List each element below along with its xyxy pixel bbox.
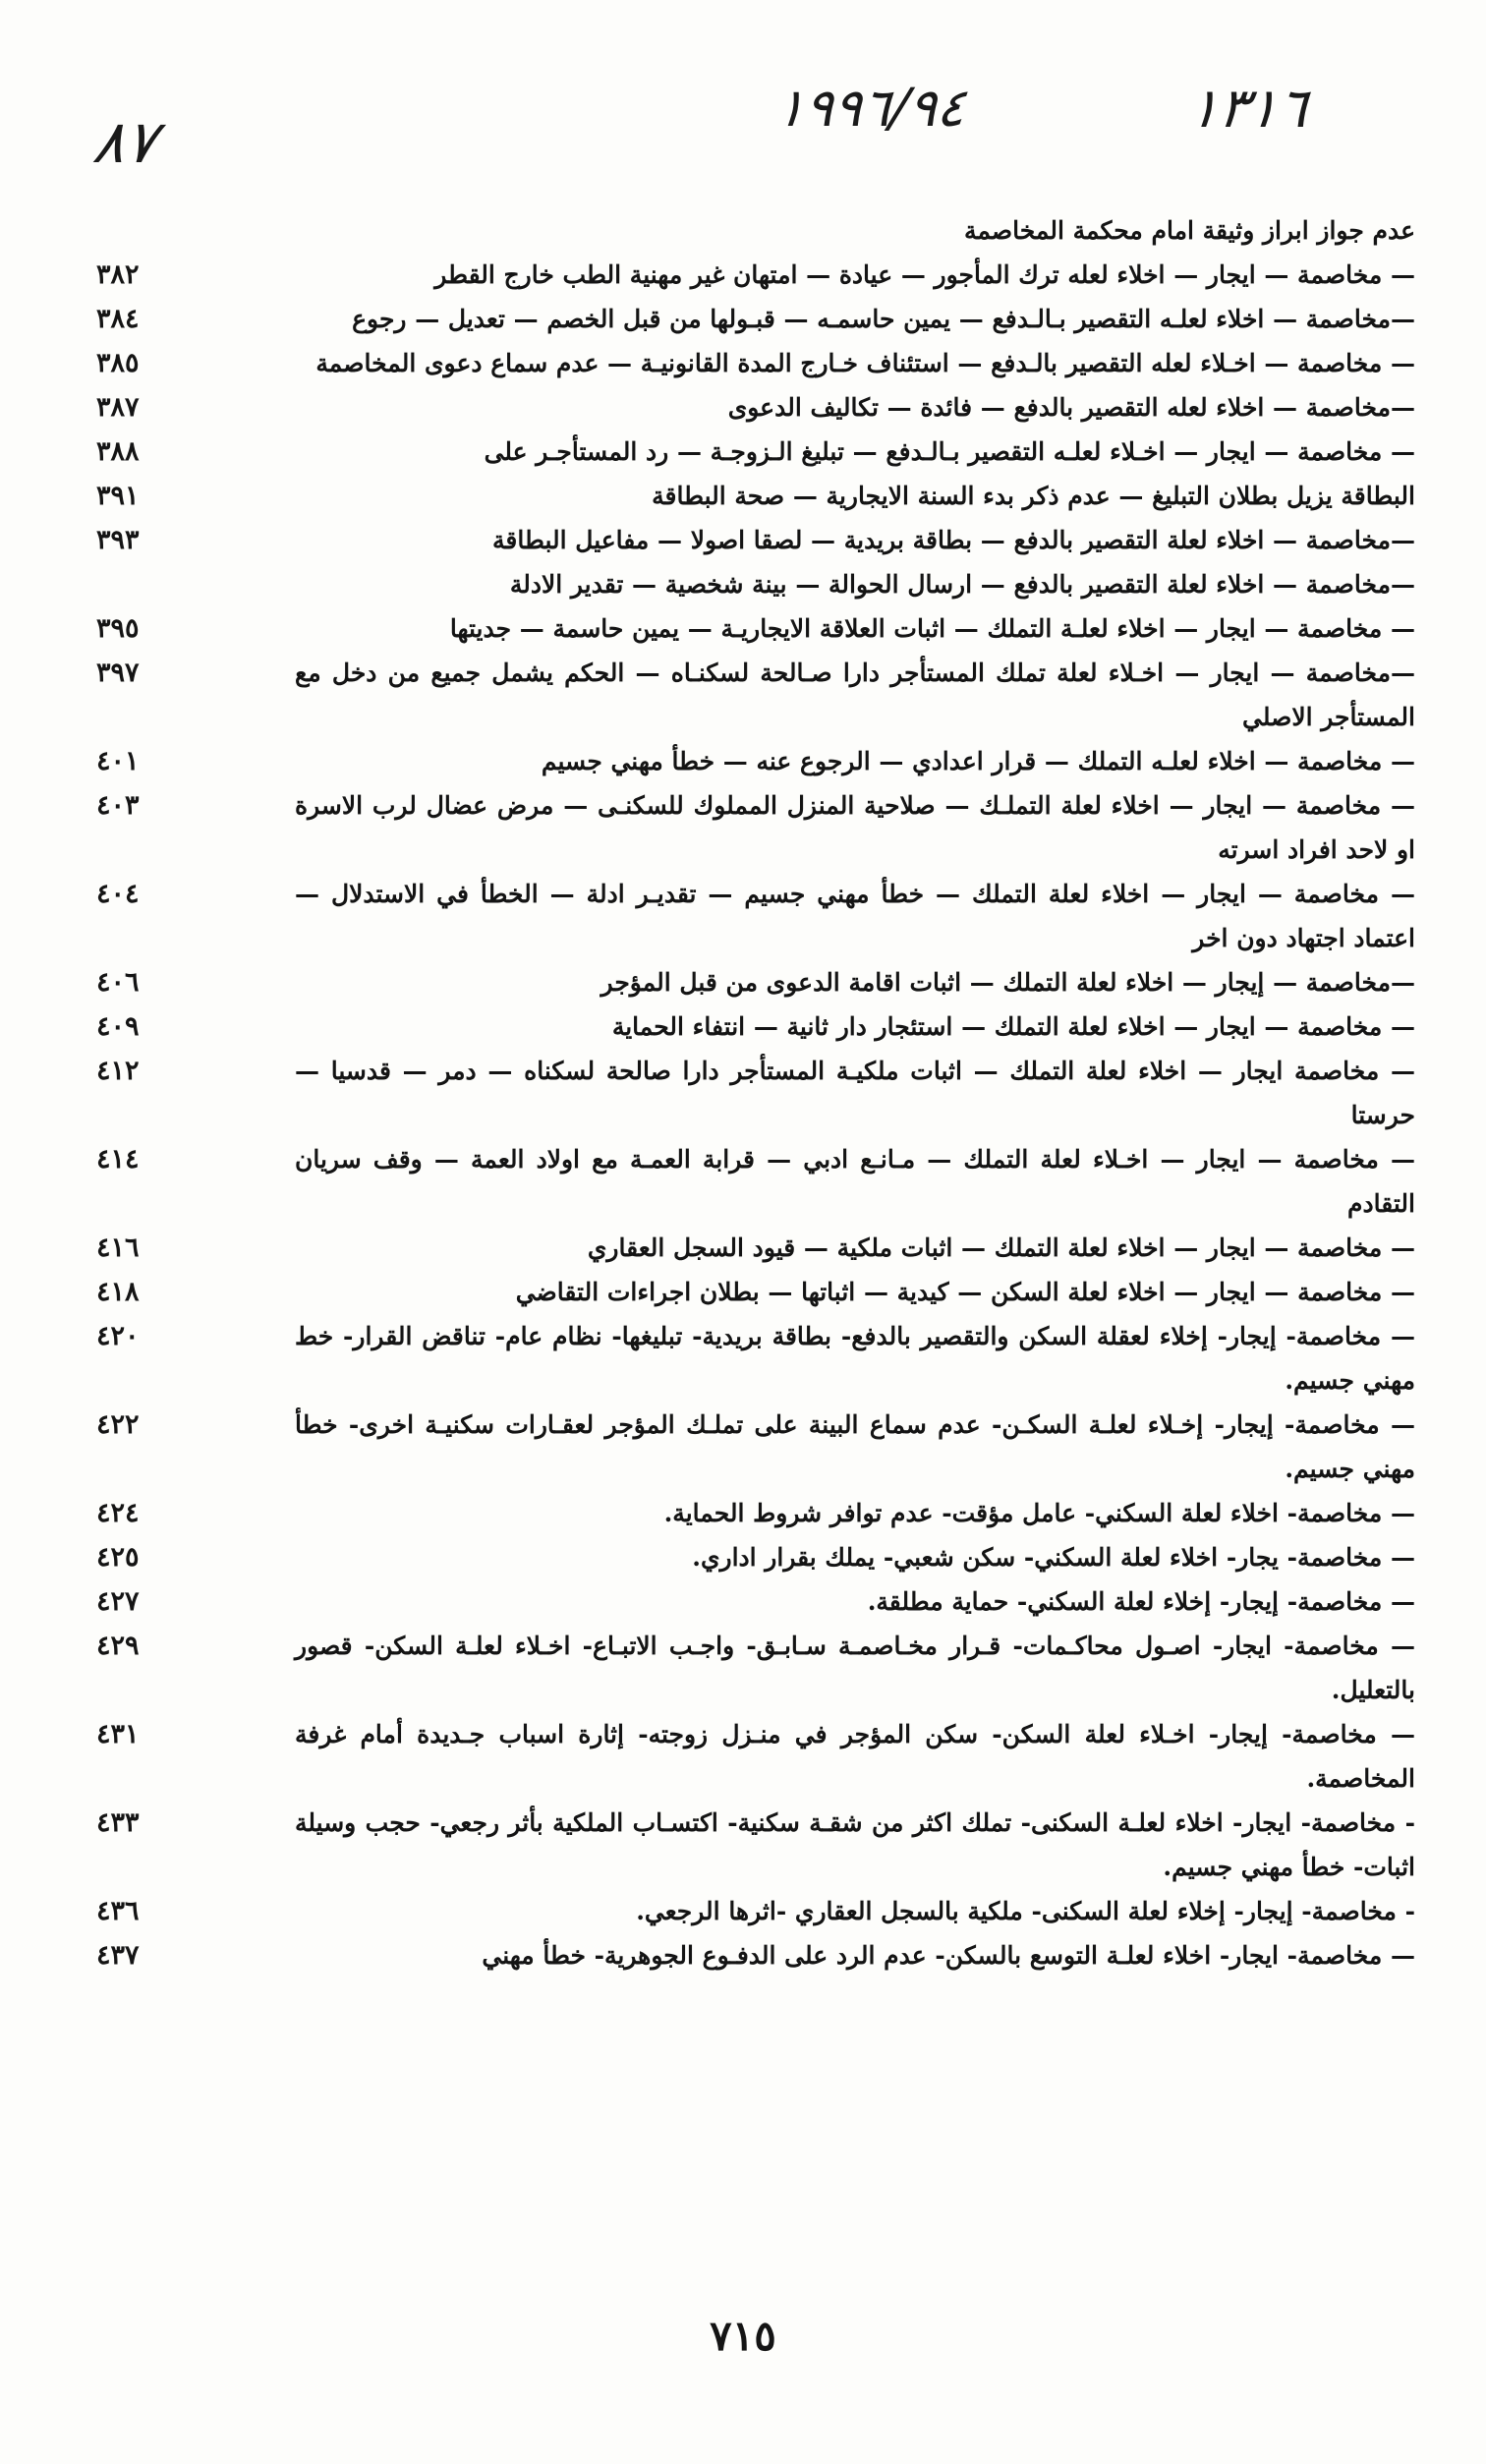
index-entry — [79, 872, 1415, 960]
index-entry — [79, 651, 1415, 739]
entry-page-number: ٣٨٨ — [96, 436, 140, 467]
entry-text: — مخاصمة- إيجار- إخـلاء لعلـة السكـن- عدم سماع البينة على تملـك المؤجر لعقـارات سكنيـة اخرى- خطأ مهني جسيم. — [295, 1410, 1415, 1483]
entry-text: —مخاصمة — اخلاء لعلـه التقصير بـالـدفع — يمين حاسمـه — قبـولها من قبل الخصم — تعديل — رجوع — [352, 305, 1415, 333]
entry-page-number: ٤١٨ — [96, 1277, 140, 1307]
entry-text: — مخاصمة ايجار — اخلاء لعلة التملك — اثبات ملكيـة المستأجر دارا صالحة لسكناه — دمر — قدسيا — حرستا — [295, 1057, 1415, 1129]
index-entry — [79, 1270, 1415, 1314]
index-entry — [79, 253, 1415, 297]
entry-text: — مخاصمة — ايجار — اخلاء لعلة السكن — كيدية — اثباتها — بطلان اجراءات التقاضي — [515, 1278, 1415, 1306]
entry-page-number: ٣٨٤ — [96, 304, 140, 334]
entry-text: — مخاصمة — اخلاء لعلـه التملك — قرار اعدادي — الرجوع عنه — خطأ مهني جسيم — [541, 747, 1415, 775]
entry-page-number: ٤٢٩ — [96, 1631, 140, 1661]
entry-page-number: ٤٢٢ — [96, 1409, 140, 1440]
index-entry — [79, 341, 1415, 385]
entry-text: — مخاصمة- إيجار- إخلاء لعقلة السكن والتقصير بالدفع- بطاقة بريدية- تبليغها- نظام عام- تناقض القرار- خط مهني جسيم. — [295, 1322, 1415, 1395]
entry-page-number: ٣٨٢ — [96, 259, 140, 290]
entry-page-number: ٤١٦ — [96, 1232, 140, 1263]
index-entry — [79, 208, 1415, 253]
entry-page-number: ٤٠٣ — [96, 790, 140, 821]
entry-page-number: ٤٣٧ — [96, 1940, 140, 1971]
entry-page-number: ٤٢٤ — [96, 1498, 140, 1528]
entry-text: —مخاصمة — ايجار — اخـلاء لعلة تملك المستأجر دارا صـالحة لسكنـاه — الحكم يشمل جميع من دخل مع المستأجر الاصلي — [295, 659, 1415, 731]
handwritten-note-middle: ١٩٩٦/٩٤ — [772, 77, 969, 139]
handwritten-note-right: ١٣١٦ — [1185, 77, 1311, 141]
index-entry — [79, 1933, 1415, 1977]
entry-page-number: ٤٠٩ — [96, 1011, 140, 1042]
entry-text: — مخاصمة — ايجار — اخلاء لعلة التملـك — صلاحية المنزل المملوك للسكنـى — مرض عضال لرب الاسرة او لاحد افراد اسرته — [295, 791, 1415, 864]
entry-text: - مخاصمة- إيجار- إخلاء لعلة السكنى- ملكية بالسجل العقاري -اثرها الرجعي. — [636, 1897, 1415, 1925]
entry-text: —مخاصمة — إيجار — اخلاء لعلة التملك — اثبات اقامة الدعوى من قبل المؤجر — [600, 968, 1415, 997]
entry-page-number: ٣٨٥ — [96, 348, 140, 378]
index-entry — [79, 474, 1415, 518]
entry-page-number: ٤٠١ — [96, 746, 140, 776]
index-entry — [79, 1889, 1415, 1933]
index-entry — [79, 739, 1415, 783]
entry-text: — مخاصمة- إيجار- اخـلاء لعلة السكن- سكن المؤجر في منـزل زوجته- إثارة اسباب جـديدة أمام غرفة المخاصمة. — [295, 1720, 1415, 1793]
entry-text: — مخاصمة — ايجار — اخـلاء لعلـه التقصير بـالـدفع — تبليغ الـزوجـة — رد المستأجـر على — [484, 437, 1415, 466]
index-entries — [79, 208, 1415, 1977]
index-entry — [79, 606, 1415, 651]
entry-text: — مخاصمة- ايجار- اصـول محاكـمات- قـرار مخـاصمـة سـابـق- واجـب الاتبـاع- اخـلاء لعلـة السكن- قصور بالتعليل. — [295, 1632, 1415, 1704]
index-entry — [79, 297, 1415, 341]
index-entry — [79, 1226, 1415, 1270]
entry-page-number: ٤٣٦ — [96, 1896, 140, 1926]
entry-text: —مخاصمة — اخلاء لعلة التقصير بالدفع — بطاقة بريدية — لصقا اصولا — مفاعيل البطاقة — [491, 526, 1415, 554]
index-entry — [79, 1535, 1415, 1579]
entry-page-number: ٤٢٧ — [96, 1586, 140, 1617]
index-entry — [79, 385, 1415, 430]
index-entry — [79, 1314, 1415, 1403]
entry-page-number: ٣٩٧ — [96, 658, 140, 688]
index-entry — [79, 1403, 1415, 1491]
index-entry — [79, 430, 1415, 474]
handwritten-note-left: ٨٧ — [89, 108, 161, 177]
entry-text: — مخاصمة — ايجار — اخلاء لعلـة التملك — اثبات العلاقة الايجاريـة — يمين حاسمة — جديتها — [449, 614, 1415, 643]
entry-page-number: ٤٠٤ — [96, 879, 140, 909]
entry-text: — مخاصمة- يجار- اخلاء لعلة السكني- سكن شعبي- يملك بقرار اداري. — [692, 1543, 1415, 1572]
entry-page-number: ٤١٢ — [96, 1056, 140, 1086]
entry-page-number: ٤٣٣ — [96, 1807, 140, 1838]
entry-page-number: ٤٢٥ — [96, 1542, 140, 1573]
entry-text: — مخاصمة- اخلاء لعلة السكني- عامل مؤقت- عدم توافر شروط الحماية. — [663, 1499, 1415, 1527]
index-entry — [79, 562, 1415, 606]
index-entry — [79, 1579, 1415, 1624]
entry-text: عدم جواز ابراز وثيقة امام محكمة المخاصمة — [964, 216, 1415, 245]
entry-text: — مخاصمة — ايجار — اخلاء لعلة التملك — خطأ مهني جسيم — تقديـر ادلة — الخطأ في الاستدلال — اعتماد اجتهاد دون اخر — [295, 880, 1415, 952]
entry-text: — مخاصمة — ايجار — اخلاء لعلة التملك — استئجار دار ثانية — انتفاء الحماية — [611, 1012, 1415, 1041]
entry-text: —مخاصمة — اخلاء لعلة التقصير بالدفع — ارسال الحوالة — بينة شخصية — تقدير الادلة — [509, 570, 1415, 599]
entry-page-number: ٤١٤ — [96, 1144, 140, 1175]
index-entry — [79, 1624, 1415, 1712]
entry-page-number: ٤٣١ — [96, 1719, 140, 1749]
entry-page-number: ٣٩٥ — [96, 613, 140, 644]
index-entry — [79, 1491, 1415, 1535]
entry-page-number: ٣٩٣ — [96, 525, 140, 555]
entry-text: - مخاصمة- ايجار- اخلاء لعلـة السكنى- تملك اكثر من شقـة سكنية- اكتسـاب الملكية بأثر رجعي- حجب وسيلة اثبات- خطأ مهني جسيم. — [295, 1808, 1415, 1881]
index-entry — [79, 1004, 1415, 1049]
index-entry — [79, 1137, 1415, 1226]
index-entry — [79, 783, 1415, 872]
entry-text: — مخاصمة — ايجار — اخلاء لعله ترك المأجور — عيادة — امتهان غير مهنية الطب خارج القطر — [434, 260, 1415, 289]
entry-page-number: ٣٩١ — [96, 481, 140, 511]
entry-text: البطاقة يزيل بطلان التبليغ — عدم ذكر بدء السنة الايجارية — صحة البطاقة — [652, 482, 1415, 510]
index-entry — [79, 1049, 1415, 1137]
index-entry — [79, 518, 1415, 562]
index-entry — [79, 1712, 1415, 1801]
entry-text: — مخاصمة — ايجار — اخلاء لعلة التملك — اثبات ملكية — قيود السجل العقاري — [587, 1233, 1415, 1262]
index-entry — [79, 1801, 1415, 1889]
entry-text: —مخاصمة — اخلاء لعله التقصير بالدفع — فائدة — تكاليف الدعوى — [727, 393, 1415, 422]
entry-page-number: ٣٨٧ — [96, 392, 140, 423]
entry-text: — مخاصمة- ايجار- اخلاء لعلـة التوسع بالسكن- عدم الرد على الدفـوع الجوهرية- خطأ مهني — [482, 1941, 1415, 1970]
entry-text: — مخاصمة- إيجار- إخلاء لعلة السكني- حماية مطلقة. — [867, 1587, 1415, 1616]
entry-text: — مخاصمة — اخـلاء لعله التقصير بالـدفع — استئناف خـارج المدة القانونيـة — عدم سماع دعوى المخاصمة — [315, 349, 1415, 377]
index-entry — [79, 960, 1415, 1004]
entry-text: — مخاصمة — ايجار — اخـلاء لعلة التملك — مـانـع ادبي — قرابة العمـة مع اولاد العمة — وقف سريان التقادم — [295, 1145, 1415, 1218]
entry-page-number: ٤٠٦ — [96, 967, 140, 998]
entry-page-number: ٤٢٠ — [96, 1321, 140, 1351]
page-number: ٧١٥ — [710, 2312, 776, 2360]
